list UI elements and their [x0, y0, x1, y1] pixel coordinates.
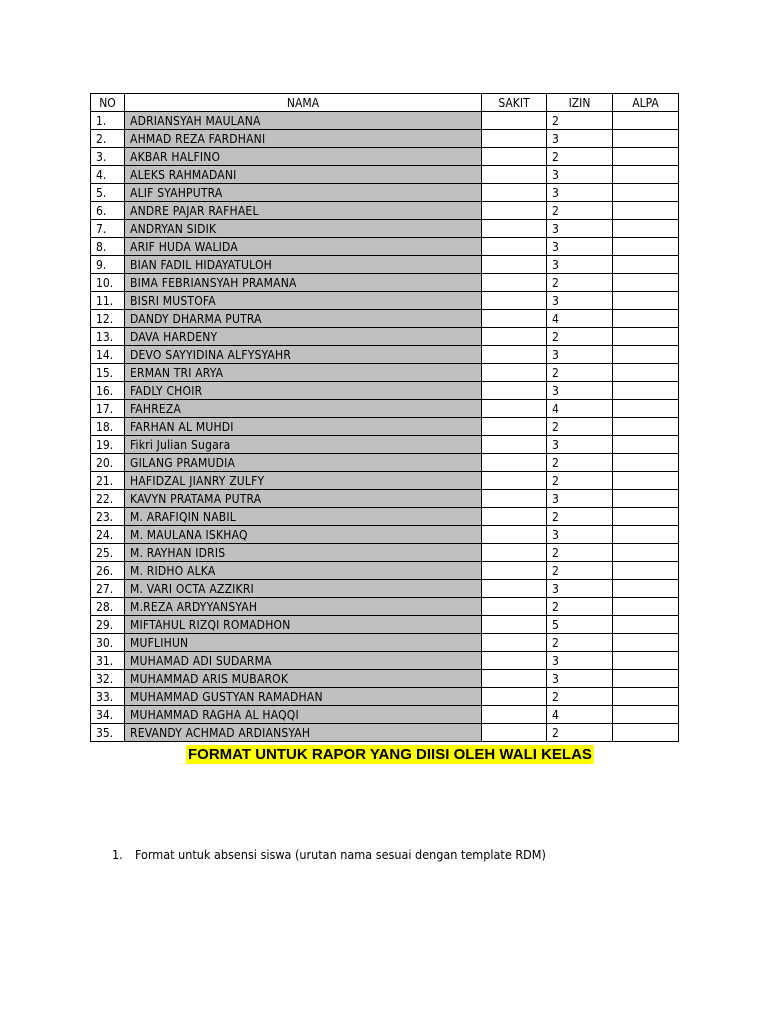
cell-alpa: [613, 148, 679, 166]
cell-nama: BIMA FEBRIANSYAH PRAMANA: [125, 274, 482, 292]
table-row: [91, 562, 679, 580]
cell-nama: MIFTAHUL RIZQI ROMADHON: [125, 616, 482, 634]
cell-sakit: [482, 328, 547, 346]
cell-izin: 2: [547, 724, 613, 742]
cell-alpa: [613, 634, 679, 652]
table-row: [91, 130, 679, 148]
cell-alpa: [613, 724, 679, 742]
cell-nama: ANDRYAN SIDIK: [125, 220, 482, 238]
cell-nama: REVANDY ACHMAD ARDIANSYAH: [125, 724, 482, 742]
cell-sakit: [482, 526, 547, 544]
cell-izin: 2: [547, 688, 613, 706]
cell-sakit: [482, 616, 547, 634]
table-row: [91, 238, 679, 256]
cell-no: 30.: [91, 634, 125, 652]
table-row: [91, 346, 679, 364]
cell-izin: 2: [547, 544, 613, 562]
table-row: [91, 436, 679, 454]
cell-no: 14.: [91, 346, 125, 364]
cell-no: 10.: [91, 274, 125, 292]
cell-sakit: [482, 562, 547, 580]
table-row: [91, 112, 679, 130]
cell-alpa: [613, 184, 679, 202]
cell-sakit: [482, 220, 547, 238]
instruction-list-item: [112, 847, 546, 862]
cell-sakit: [482, 148, 547, 166]
cell-no: 4.: [91, 166, 125, 184]
table-row: [91, 292, 679, 310]
cell-izin: 3: [547, 526, 613, 544]
cell-izin: 2: [547, 112, 613, 130]
cell-sakit: [482, 400, 547, 418]
cell-no: 2.: [91, 130, 125, 148]
table-row: [91, 544, 679, 562]
table-row: [91, 688, 679, 706]
cell-sakit: [482, 724, 547, 742]
cell-alpa: [613, 526, 679, 544]
table-body: [91, 112, 679, 742]
table-row: [91, 310, 679, 328]
cell-no: 17.: [91, 400, 125, 418]
cell-sakit: [482, 184, 547, 202]
cell-no: 28.: [91, 598, 125, 616]
table-row: [91, 706, 679, 724]
cell-alpa: [613, 346, 679, 364]
cell-sakit: [482, 202, 547, 220]
cell-no: 13.: [91, 328, 125, 346]
cell-nama: BIAN FADIL HIDAYATULOH: [125, 256, 482, 274]
cell-izin: 2: [547, 472, 613, 490]
cell-alpa: [613, 382, 679, 400]
cell-alpa: [613, 256, 679, 274]
cell-izin: 2: [547, 598, 613, 616]
table-header-row: [91, 94, 679, 112]
cell-nama: FAHREZA: [125, 400, 482, 418]
table-row: [91, 724, 679, 742]
cell-nama: M. RIDHO ALKA: [125, 562, 482, 580]
cell-sakit: [482, 454, 547, 472]
cell-no: 22.: [91, 490, 125, 508]
cell-izin: 3: [547, 580, 613, 598]
table-row: [91, 634, 679, 652]
cell-alpa: [613, 490, 679, 508]
cell-sakit: [482, 598, 547, 616]
cell-sakit: [482, 166, 547, 184]
cell-nama: ALIF SYAHPUTRA: [125, 184, 482, 202]
cell-alpa: [613, 688, 679, 706]
cell-izin: 3: [547, 238, 613, 256]
table-row: [91, 400, 679, 418]
cell-no: 25.: [91, 544, 125, 562]
cell-nama: M. VARI OCTA AZZIKRI: [125, 580, 482, 598]
cell-alpa: [613, 544, 679, 562]
cell-izin: 2: [547, 454, 613, 472]
table-row: [91, 418, 679, 436]
cell-nama: MUHAMMAD ARIS MUBAROK: [125, 670, 482, 688]
instruction-number: 1.: [112, 847, 123, 862]
cell-nama: DEVO SAYYIDINA ALFYSYAHR: [125, 346, 482, 364]
cell-nama: ARIF HUDA WALIDA: [125, 238, 482, 256]
cell-alpa: [613, 472, 679, 490]
cell-nama: FADLY CHOIR: [125, 382, 482, 400]
table-row: [91, 364, 679, 382]
cell-no: 27.: [91, 580, 125, 598]
cell-alpa: [613, 202, 679, 220]
cell-izin: 3: [547, 382, 613, 400]
cell-sakit: [482, 274, 547, 292]
cell-no: 35.: [91, 724, 125, 742]
table-row: [91, 328, 679, 346]
cell-no: 7.: [91, 220, 125, 238]
cell-alpa: [613, 292, 679, 310]
form-title: FORMAT UNTUK RAPOR YANG DIISI OLEH WALI KELAS: [188, 746, 592, 763]
cell-nama: Fikri Julian Sugara: [125, 436, 482, 454]
cell-nama: MUHAMAD ADI SUDARMA: [125, 652, 482, 670]
cell-sakit: [482, 634, 547, 652]
cell-nama: ERMAN TRI ARYA: [125, 364, 482, 382]
cell-no: 6.: [91, 202, 125, 220]
cell-alpa: [613, 580, 679, 598]
table-row: [91, 148, 679, 166]
cell-no: 32.: [91, 670, 125, 688]
cell-sakit: [482, 364, 547, 382]
cell-sakit: [482, 292, 547, 310]
cell-izin: 3: [547, 220, 613, 238]
cell-alpa: [613, 220, 679, 238]
cell-nama: GILANG PRAMUDIA: [125, 454, 482, 472]
cell-izin: 2: [547, 634, 613, 652]
cell-no: 29.: [91, 616, 125, 634]
cell-alpa: [613, 274, 679, 292]
table-row: [91, 202, 679, 220]
cell-alpa: [613, 166, 679, 184]
header-alpa: ALPA: [613, 94, 679, 112]
cell-izin: 2: [547, 508, 613, 526]
cell-izin: 4: [547, 706, 613, 724]
cell-alpa: [613, 130, 679, 148]
table-row: [91, 616, 679, 634]
cell-no: 23.: [91, 508, 125, 526]
cell-alpa: [613, 238, 679, 256]
cell-izin: 3: [547, 490, 613, 508]
cell-sakit: [482, 670, 547, 688]
cell-alpa: [613, 418, 679, 436]
cell-izin: 3: [547, 130, 613, 148]
cell-izin: 2: [547, 274, 613, 292]
cell-sakit: [482, 418, 547, 436]
cell-alpa: [613, 400, 679, 418]
cell-alpa: [613, 364, 679, 382]
cell-sakit: [482, 382, 547, 400]
attendance-table: [90, 93, 679, 742]
cell-nama: MUFLIHUN: [125, 634, 482, 652]
table-row: [91, 670, 679, 688]
cell-no: 15.: [91, 364, 125, 382]
cell-nama: MUHAMMAD RAGHA AL HAQQI: [125, 706, 482, 724]
cell-sakit: [482, 544, 547, 562]
table-row: [91, 526, 679, 544]
cell-no: 1.: [91, 112, 125, 130]
cell-sakit: [482, 238, 547, 256]
cell-no: 18.: [91, 418, 125, 436]
cell-izin: 2: [547, 562, 613, 580]
cell-nama: AKBAR HALFINO: [125, 148, 482, 166]
cell-sakit: [482, 310, 547, 328]
cell-nama: ALEKS RAHMADANI: [125, 166, 482, 184]
cell-izin: 2: [547, 328, 613, 346]
cell-izin: 5: [547, 616, 613, 634]
cell-izin: 3: [547, 670, 613, 688]
cell-no: 21.: [91, 472, 125, 490]
cell-nama: KAVYN PRATAMA PUTRA: [125, 490, 482, 508]
table-row: [91, 184, 679, 202]
cell-no: 26.: [91, 562, 125, 580]
cell-nama: FARHAN AL MUHDI: [125, 418, 482, 436]
table-row: [91, 274, 679, 292]
cell-izin: 3: [547, 184, 613, 202]
table-row: [91, 256, 679, 274]
instruction-text: Format untuk absensi siswa (urutan nama sesuai dengan template RDM): [135, 847, 546, 862]
cell-no: 20.: [91, 454, 125, 472]
cell-izin: 3: [547, 436, 613, 454]
cell-nama: AHMAD REZA FARDHANI: [125, 130, 482, 148]
cell-nama: DANDY DHARMA PUTRA: [125, 310, 482, 328]
cell-izin: 2: [547, 418, 613, 436]
cell-no: 11.: [91, 292, 125, 310]
cell-izin: 2: [547, 202, 613, 220]
cell-alpa: [613, 454, 679, 472]
table-row: [91, 508, 679, 526]
cell-izin: 3: [547, 292, 613, 310]
table-row: [91, 598, 679, 616]
table-row: [91, 580, 679, 598]
cell-sakit: [482, 490, 547, 508]
cell-alpa: [613, 616, 679, 634]
cell-no: 31.: [91, 652, 125, 670]
cell-sakit: [482, 112, 547, 130]
cell-nama: M. MAULANA ISKHAQ: [125, 526, 482, 544]
cell-no: 24.: [91, 526, 125, 544]
cell-sakit: [482, 436, 547, 454]
cell-izin: 3: [547, 346, 613, 364]
cell-no: 8.: [91, 238, 125, 256]
cell-alpa: [613, 562, 679, 580]
cell-sakit: [482, 580, 547, 598]
cell-sakit: [482, 346, 547, 364]
table-row: [91, 652, 679, 670]
table-row: [91, 166, 679, 184]
cell-no: 5.: [91, 184, 125, 202]
cell-alpa: [613, 670, 679, 688]
cell-no: 9.: [91, 256, 125, 274]
header-izin: IZIN: [547, 94, 613, 112]
cell-alpa: [613, 436, 679, 454]
cell-nama: BISRI MUSTOFA: [125, 292, 482, 310]
cell-no: 3.: [91, 148, 125, 166]
cell-izin: 2: [547, 364, 613, 382]
cell-nama: M.REZA ARDYYANSYAH: [125, 598, 482, 616]
cell-nama: M. ARAFIQIN NABIL: [125, 508, 482, 526]
cell-alpa: [613, 706, 679, 724]
cell-alpa: [613, 328, 679, 346]
cell-izin: 4: [547, 400, 613, 418]
cell-alpa: [613, 112, 679, 130]
cell-izin: 3: [547, 166, 613, 184]
cell-sakit: [482, 652, 547, 670]
cell-sakit: [482, 130, 547, 148]
table-row: [91, 490, 679, 508]
table-row: [91, 454, 679, 472]
cell-sakit: [482, 688, 547, 706]
cell-izin: 3: [547, 256, 613, 274]
header-sakit: SAKIT: [482, 94, 547, 112]
cell-nama: MUHAMMAD GUSTYAN RAMADHAN: [125, 688, 482, 706]
cell-alpa: [613, 508, 679, 526]
cell-izin: 4: [547, 310, 613, 328]
cell-no: 16.: [91, 382, 125, 400]
cell-sakit: [482, 472, 547, 490]
cell-nama: ADRIANSYAH MAULANA: [125, 112, 482, 130]
cell-no: 12.: [91, 310, 125, 328]
cell-izin: 3: [547, 652, 613, 670]
cell-nama: HAFIDZAL JIANRY ZULFY: [125, 472, 482, 490]
header-nama: NAMA: [125, 94, 482, 112]
cell-alpa: [613, 310, 679, 328]
header-no: NO: [91, 94, 125, 112]
cell-sakit: [482, 706, 547, 724]
cell-izin: 2: [547, 148, 613, 166]
cell-no: 34.: [91, 706, 125, 724]
cell-nama: ANDRE PAJAR RAFHAEL: [125, 202, 482, 220]
cell-sakit: [482, 256, 547, 274]
table-row: [91, 382, 679, 400]
cell-alpa: [613, 598, 679, 616]
table-row: [91, 472, 679, 490]
cell-no: 33.: [91, 688, 125, 706]
cell-nama: DAVA HARDENY: [125, 328, 482, 346]
cell-no: 19.: [91, 436, 125, 454]
cell-sakit: [482, 508, 547, 526]
table-row: [91, 220, 679, 238]
cell-nama: M. RAYHAN IDRIS: [125, 544, 482, 562]
cell-alpa: [613, 652, 679, 670]
